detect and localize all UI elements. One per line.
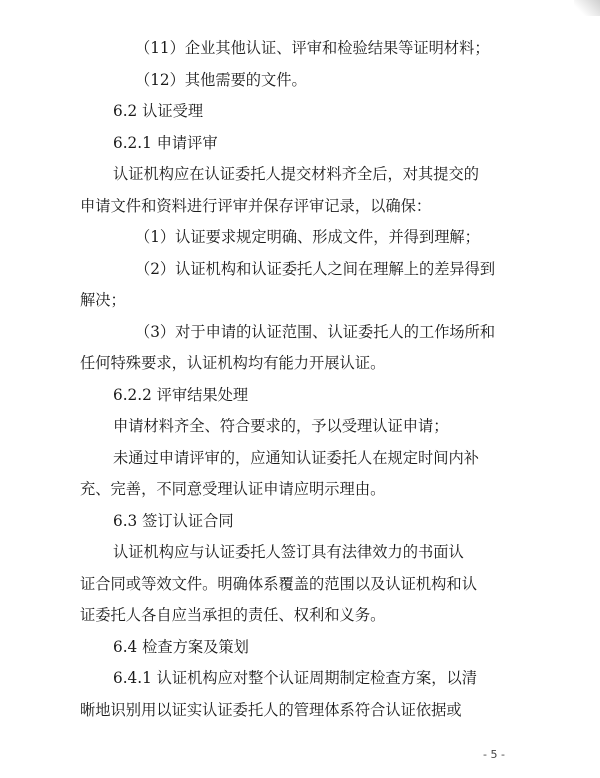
list-item-2: （2）认证机构和认证委托人之间在理解上的差异得到 (135, 259, 496, 278)
page-corner-shadow (574, 0, 600, 16)
list-item-1: （1）认证要求规定明确、形成文件，并得到理解； (135, 228, 480, 246)
list-item-11: （11）企业其他认证、评审和检验结果等证明材料； (135, 39, 490, 57)
list-item-12: （12）其他需要的文件。 (135, 70, 307, 89)
page-number: - 5 - (483, 748, 505, 761)
paragraph-line: 未通过申请评审的，应通知认证委托人在规定时间内补 (113, 448, 480, 467)
subsection-heading-6-2-2: 6.2.2 评审结果处理 (113, 385, 249, 404)
paragraph-line: 认证机构应与认证委托人签订具有法律效力的书面认 (113, 543, 464, 561)
paragraph-line: 充、完善，不同意受理认证申请应明示理由。 (80, 480, 386, 498)
paragraph-line: 6.4.1 认证机构应对整个认证周期制定检查方案，以清 (113, 669, 477, 687)
paragraph-line: 证委托人各自应当承担的责任、权利和义务。 (80, 606, 386, 624)
subsection-heading-6-2-1: 6.2.1 申请评审 (113, 133, 218, 152)
paragraph-line: 申请材料齐全、符合要求的，予以受理认证申请； (113, 417, 449, 435)
list-item-3-continued: 任何特殊要求，认证机构均有能力开展认证。 (80, 354, 386, 372)
paragraph-line: 认证机构应在认证委托人提交材料齐全后，对其提交的 (113, 165, 480, 183)
paragraph-line: 证合同或等效文件。明确体系覆盖的范围以及认证机构和认 (80, 574, 477, 593)
list-item-2-continued: 解决； (80, 291, 126, 309)
section-heading-6-3: 6.3 签订认证合同 (113, 511, 234, 530)
paragraph-line: 晰地识别用以证实认证委托人的管理体系符合认证依据或 (80, 700, 462, 719)
section-heading-6-4: 6.4 检查方案及策划 (113, 637, 249, 656)
paragraph-line: 申请文件和资料进行评审并保存评审记录，以确保： (80, 196, 432, 215)
list-item-3: （3）对于申请的认证范围、认证委托人的工作场所和 (135, 322, 496, 341)
section-heading-6-2: 6.2 认证受理 (113, 102, 204, 120)
